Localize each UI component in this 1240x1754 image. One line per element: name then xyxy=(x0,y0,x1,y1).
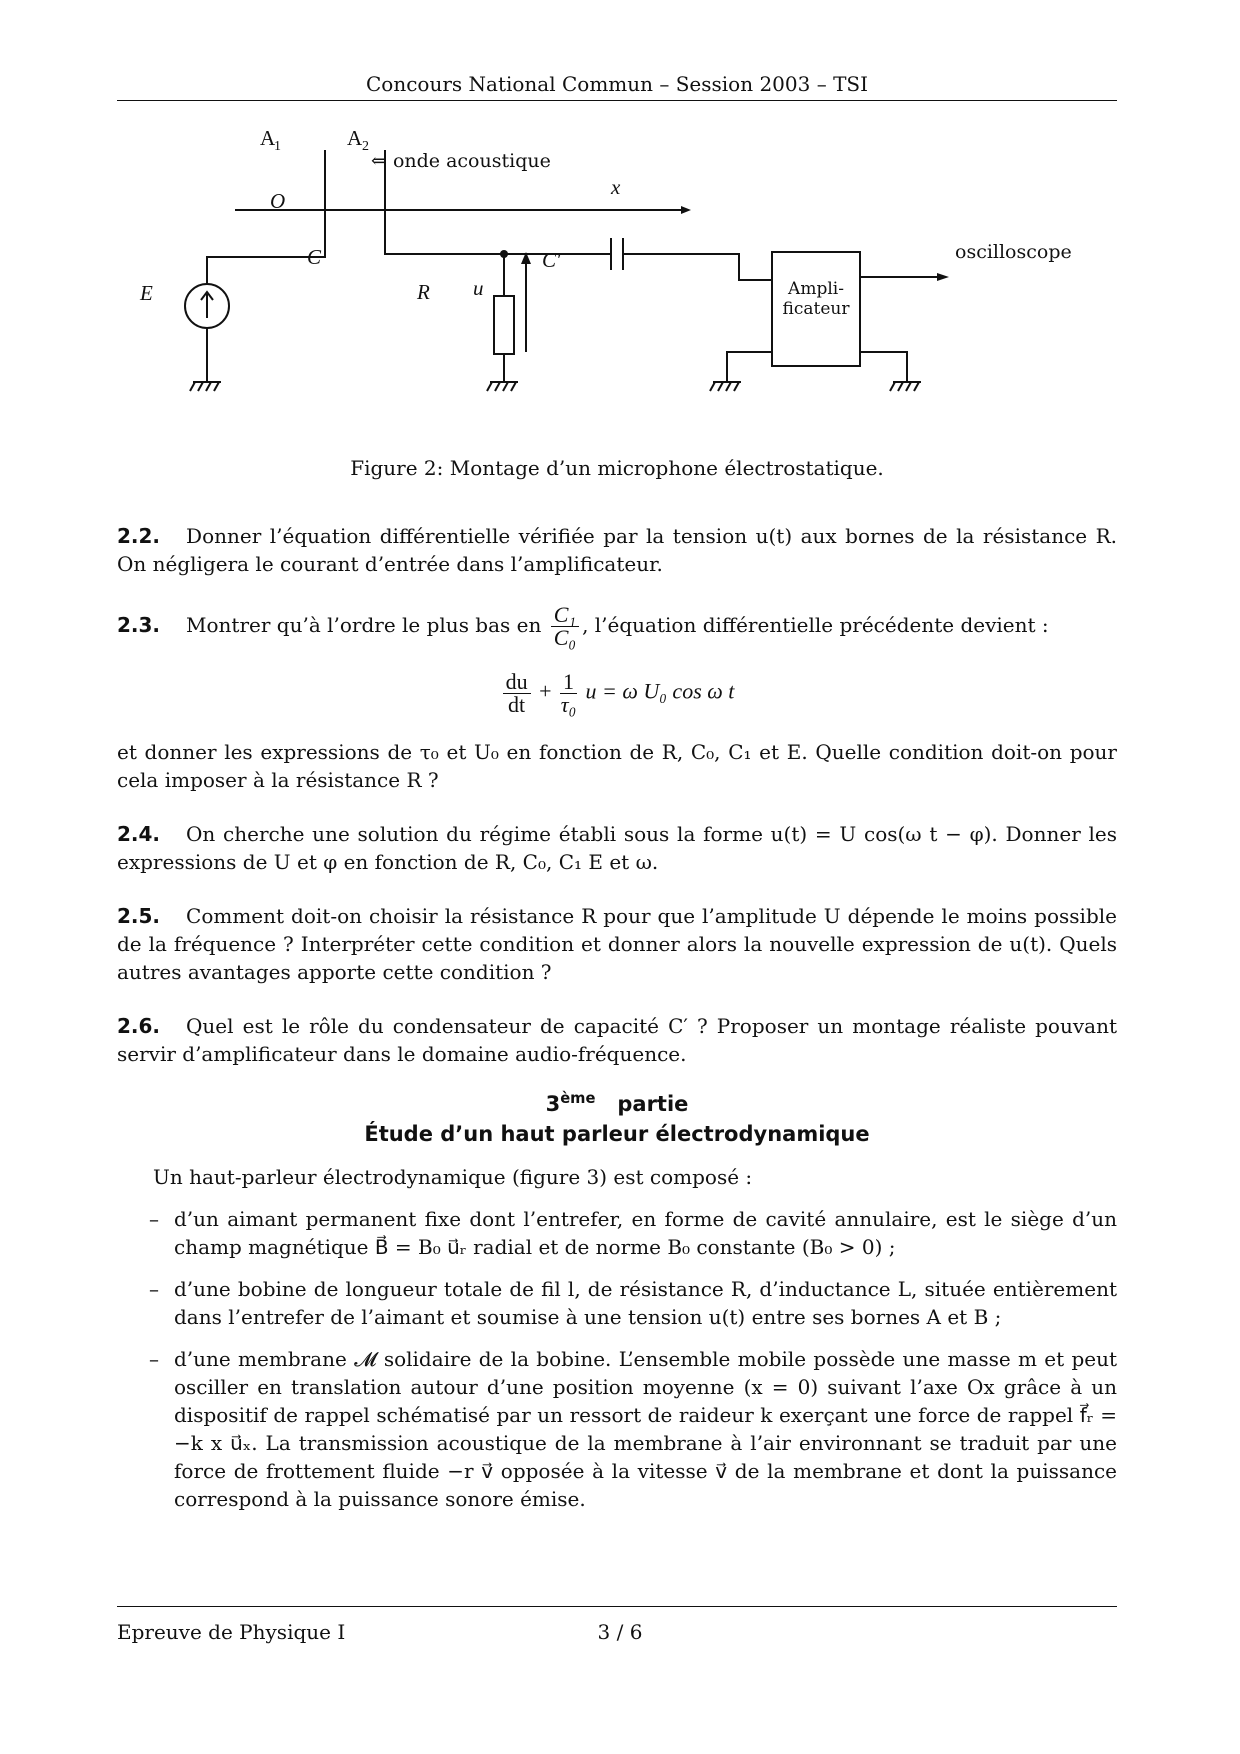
question-text: Montrer qu’à l’ordre le plus bas en xyxy=(186,613,542,637)
question-text: Donner l’équation différentielle vérifiée par la tension u(t) aux bornes de la résistance R. On négligera le courant d’entrée dans l’amplificateur. xyxy=(117,524,1117,576)
header-rule xyxy=(117,100,1117,101)
label-e: E xyxy=(140,281,153,305)
footer-rule xyxy=(117,1606,1117,1607)
label-wave: ⇐ onde acoustique xyxy=(371,150,551,172)
question-2-6 xyxy=(117,1012,1117,1068)
question-number: 2.5. xyxy=(117,904,161,928)
question-number: 2.2. xyxy=(117,524,161,548)
question-text: Quel est le rôle du condensateur de capacité C′ ? Proposer un montage réaliste pouvant servir d’amplificateur dans le domaine audio-fréquence. xyxy=(117,1014,1117,1066)
page-header: Concours National Commun – Session 2003 – TSI xyxy=(365,72,869,96)
footer-exam-title: Epreuve de Physique I xyxy=(117,1620,346,1644)
part-3-heading: 3ème partie xyxy=(545,1090,689,1116)
page-number: 3 / 6 xyxy=(597,1620,643,1644)
ground-2 xyxy=(487,382,518,391)
main-content xyxy=(117,522,1117,1527)
question-2-3 xyxy=(117,604,1117,649)
resistor-r xyxy=(494,296,514,354)
differential-equation: $\frac{du}{dt}$ + $\frac{1}{\text{τ₀}}$ u = ω U₀ cos ω t xyxy=(117,671,1117,716)
component-list xyxy=(117,1205,1117,1513)
oscilloscope-arrowhead xyxy=(937,273,949,281)
wire-main xyxy=(385,242,611,254)
label-r: R xyxy=(417,280,430,304)
label-a1-sub: 1 xyxy=(274,139,281,154)
label-u: u xyxy=(473,276,484,300)
ground-4 xyxy=(890,382,921,391)
question-2-5 xyxy=(117,902,1117,986)
label-x: x xyxy=(611,175,621,199)
junction-node xyxy=(500,250,508,258)
question-2-3-continuation: et donner les expressions de τ₀ et U₀ en fonction de R, C₀, C₁ et E. Quelle condition doit-on pour cela imposer à la résistance R ? xyxy=(117,740,1117,792)
ground-1 xyxy=(190,382,221,391)
wire-to-amp xyxy=(623,254,772,280)
question-number: 2.3. xyxy=(117,613,161,637)
label-a2-sub: 2 xyxy=(362,139,369,154)
circuit-diagram xyxy=(117,112,1117,422)
label-amp-1: Ampli- xyxy=(788,279,844,299)
part-3-title: Étude d’un haut parleur électrodynamique xyxy=(364,1122,870,1146)
label-cprime: C′ xyxy=(542,248,561,272)
fraction-c1-c0: $\frac{\text{C₁}}{\text{C₀}}$ xyxy=(551,604,579,649)
list-item: – d’une bobine de longueur totale de fil l, de résistance R, d’inductance L, située entièrement dans l’entrefer de l’aimant et soumise à une tension u(t) entre ses bornes A et B ; xyxy=(149,1277,1117,1329)
list-item: – d’une membrane 𝓜 solidaire de la bobine. L’ensemble mobile possède une masse m et peut osciller en translation autour d’une position moyenne (x = 0) suivant l’axe Ox grâce à un dispositif de rappel schématisé par un ressort de raideur k exerçant une force de rappel f⃗ᵣ = −k x u⃗ₓ. La transmission acoustique de la membrane à l’air environnant se traduit par une force de frottement fluide −r v⃗ opposée à la vitesse v⃗ de la membrane et dont la puissance correspond à la puissance sonore émise. xyxy=(149,1347,1117,1511)
label-a2: A xyxy=(347,126,363,150)
question-text: On cherche une solution du régime établi sous la forme u(t) = U cos(ω t − φ). Donner les expressions de U et φ en fonction de R, C₀, C₁ E et ω. xyxy=(117,822,1117,874)
question-text-after: , l’équation différentielle précédente devient : xyxy=(582,613,1049,637)
question-2-4 xyxy=(117,820,1117,876)
figure-caption: Figure 2: Montage d’un microphone électrostatique. xyxy=(350,456,884,480)
x-axis-arrowhead xyxy=(681,206,691,214)
question-number: 2.4. xyxy=(117,822,161,846)
list-item: – d’un aimant permanent fixe dont l’entrefer, en forme de cavité annulaire, est le siège d’un champ magnétique B⃗ = B₀ u⃗ᵣ radial et de norme B₀ constante (B₀ > 0) ; xyxy=(149,1207,1117,1259)
part-3-intro: Un haut-parleur électrodynamique (figure 3) est composé : xyxy=(153,1165,753,1189)
label-origin: O xyxy=(270,189,286,213)
label-c: C xyxy=(307,245,322,269)
question-text: Comment doit-on choisir la résistance R pour que l’amplitude U dépende le moins possible de la fréquence ? Interpréter cette condition et donner alors la nouvelle expression de u(t). Quels autres avantages apporte cette condition ? xyxy=(117,904,1117,984)
ground-3 xyxy=(710,382,741,391)
question-2-2 xyxy=(117,522,1117,578)
question-number: 2.6. xyxy=(117,1014,161,1038)
label-oscilloscope: oscilloscope xyxy=(955,241,1072,263)
label-a1: A xyxy=(260,126,276,150)
label-amp-2: ficateur xyxy=(782,299,850,319)
